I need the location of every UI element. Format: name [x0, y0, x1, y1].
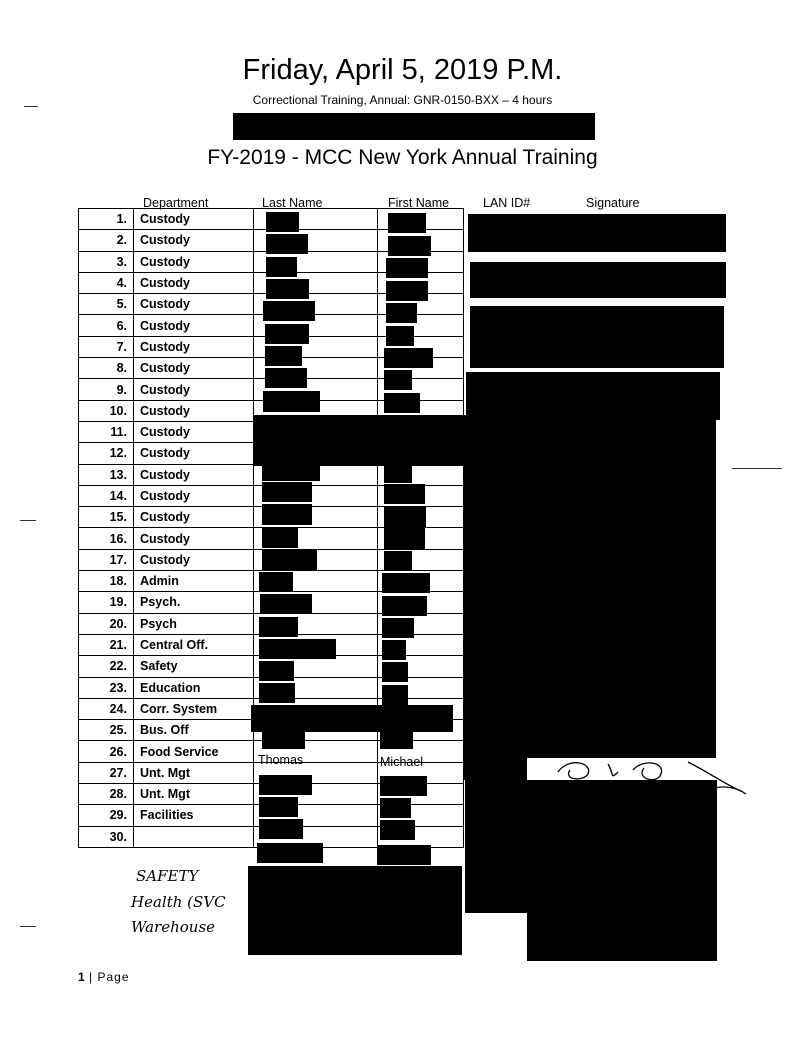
row-number: 30. [79, 826, 134, 847]
column-header-last-name: Last Name [262, 196, 323, 210]
row-number: 17. [79, 549, 134, 570]
redaction-block [266, 234, 308, 254]
redaction-block [384, 463, 412, 483]
department-cell: Custody [134, 528, 254, 549]
department-cell: Custody [134, 209, 254, 230]
department-cell: Admin [134, 571, 254, 592]
redaction-block [233, 113, 595, 140]
redaction-block [384, 370, 412, 390]
department-cell: Bus. Off [134, 720, 254, 741]
redaction-block [380, 731, 413, 749]
row-number: 12. [79, 443, 134, 464]
redaction-block [527, 780, 717, 961]
course-subtitle: Correctional Training, Annual: GNR-0150-BXX – 4 hours [252, 93, 553, 107]
scan-mark [20, 520, 36, 521]
row-number: 18. [79, 571, 134, 592]
redaction-block [382, 685, 408, 705]
redaction-block [388, 213, 426, 233]
department-cell: Unt. Mgt [134, 784, 254, 805]
row-number: 6. [79, 315, 134, 336]
row-number: 19. [79, 592, 134, 613]
column-header-signature: Signature [586, 196, 640, 210]
redaction-block [388, 236, 431, 256]
department-cell: Custody [134, 336, 254, 357]
department-cell: Education [134, 677, 254, 698]
handwritten-entry-warehouse: Warehouse [131, 918, 216, 936]
page-footer [78, 970, 130, 984]
row-number: 1. [79, 209, 134, 230]
training-heading: FY-2019 - MCC New York Annual Training [207, 146, 598, 169]
row-number: 11. [79, 421, 134, 442]
redaction-block [470, 262, 726, 298]
department-cell: Custody [134, 507, 254, 528]
column-header-first-name: First Name [388, 196, 450, 210]
department-cell: Psych [134, 613, 254, 634]
signature-scribble [548, 752, 748, 802]
row-number: 29. [79, 805, 134, 826]
redaction-block [257, 843, 323, 863]
footer-separator: | [89, 970, 94, 984]
column-header-department: Department [143, 196, 209, 210]
department-cell: Custody [134, 294, 254, 315]
document-title: Friday, April 5, 2019 P.M. [242, 54, 563, 86]
redaction-block [386, 303, 417, 323]
department-cell: Custody [134, 251, 254, 272]
redaction-block [265, 346, 302, 366]
redaction-block [262, 549, 317, 570]
row-number: 20. [79, 613, 134, 634]
redaction-block [466, 372, 720, 420]
department-cell: Safety [134, 656, 254, 677]
redaction-block [259, 661, 294, 681]
row-number: 14. [79, 485, 134, 506]
row-number: 26. [79, 741, 134, 762]
row-number: 21. [79, 634, 134, 655]
department-cell: Custody [134, 358, 254, 379]
redaction-block [266, 279, 309, 299]
scan-mark [20, 926, 36, 927]
redaction-block [463, 418, 716, 758]
redaction-block [263, 301, 315, 321]
redaction-block [382, 618, 414, 638]
row-number: 5. [79, 294, 134, 315]
row-25-first-name: Michael [380, 755, 424, 769]
redaction-block [265, 324, 309, 344]
scan-mark [732, 468, 782, 469]
row-number: 8. [79, 358, 134, 379]
department-cell [134, 826, 254, 847]
redaction-block [386, 326, 414, 346]
redaction-block [382, 596, 427, 616]
redaction-block [377, 845, 431, 865]
row-number: 7. [79, 336, 134, 357]
redaction-block [380, 820, 415, 840]
redaction-block [463, 756, 527, 780]
column-header-lan-id: LAN ID# [483, 196, 531, 210]
redaction-block [468, 214, 726, 252]
redaction-block [465, 780, 527, 913]
redaction-block [262, 461, 320, 481]
redaction-block [384, 348, 433, 368]
redaction-block [259, 797, 298, 817]
redaction-block [382, 573, 430, 593]
row-number: 4. [79, 272, 134, 293]
department-cell: Facilities [134, 805, 254, 826]
department-cell: Corr. System [134, 698, 254, 719]
redaction-block [259, 572, 293, 592]
redaction-block [470, 306, 724, 368]
redaction-block [266, 257, 297, 277]
row-number: 25. [79, 720, 134, 741]
redaction-block [386, 281, 428, 301]
redaction-block [248, 866, 462, 955]
row-number: 2. [79, 230, 134, 251]
department-cell: Custody [134, 549, 254, 570]
redaction-block [263, 391, 320, 412]
department-cell: Custody [134, 379, 254, 400]
redaction-block [380, 798, 411, 818]
redaction-block [384, 551, 412, 571]
redaction-block [265, 368, 307, 388]
row-number: 13. [79, 464, 134, 485]
department-cell: Custody [134, 272, 254, 293]
redaction-block [262, 527, 298, 548]
page-number: 1 [78, 970, 85, 984]
department-cell: Custody [134, 315, 254, 336]
redaction-block [259, 819, 303, 839]
scan-mark [24, 106, 38, 107]
department-cell: Custody [134, 443, 254, 464]
row-number: 10. [79, 400, 134, 421]
row-number: 3. [79, 251, 134, 272]
department-cell: Central Off. [134, 634, 254, 655]
redaction-block [251, 705, 453, 732]
footer-page-label: Page [97, 970, 130, 984]
handwritten-entry-safety: SAFETY [136, 867, 199, 885]
redaction-block [382, 662, 408, 682]
redaction-block [384, 484, 425, 504]
department-cell: Custody [134, 400, 254, 421]
redaction-block [254, 415, 466, 466]
redaction-block [262, 504, 312, 525]
department-cell: Custody [134, 421, 254, 442]
redaction-block [384, 393, 420, 413]
redaction-block [266, 212, 299, 232]
redaction-block [380, 776, 427, 796]
department-cell: Food Service [134, 741, 254, 762]
department-cell: Psych. [134, 592, 254, 613]
redaction-block [384, 506, 426, 527]
row-number: 28. [79, 784, 134, 805]
redaction-block [262, 482, 312, 502]
handwritten-entry-health-svc: Health (SVC [131, 893, 226, 911]
row-number: 22. [79, 656, 134, 677]
row-number: 16. [79, 528, 134, 549]
department-cell: Unt. Mgt [134, 762, 254, 783]
department-cell: Custody [134, 485, 254, 506]
row-25-last-name: Thomas [258, 753, 304, 767]
department-cell: Custody [134, 230, 254, 251]
redaction-block [260, 594, 312, 614]
row-number: 15. [79, 507, 134, 528]
redaction-block [384, 528, 425, 549]
row-number: 24. [79, 698, 134, 719]
row-number: 23. [79, 677, 134, 698]
department-cell: Custody [134, 464, 254, 485]
redaction-block [259, 683, 295, 703]
row-number: 27. [79, 762, 134, 783]
redaction-block [382, 640, 406, 660]
row-number: 9. [79, 379, 134, 400]
redaction-block [386, 258, 428, 278]
redaction-block [262, 731, 305, 749]
redaction-block [259, 617, 298, 637]
redaction-block [259, 639, 336, 659]
redaction-block [259, 775, 312, 795]
